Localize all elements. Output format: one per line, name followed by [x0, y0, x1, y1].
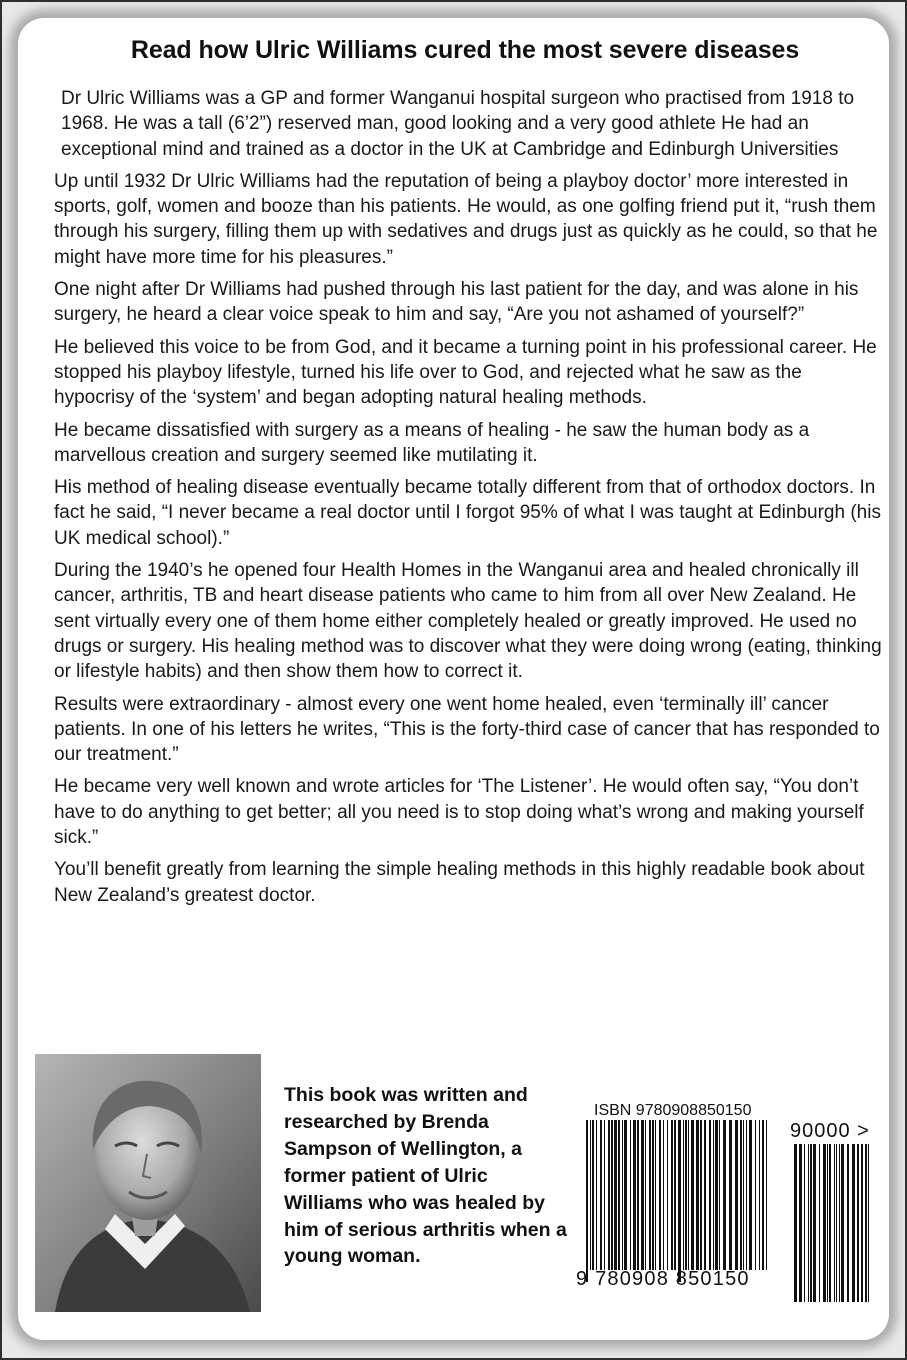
- paragraph-5: He became dissatisfied with surgery as a means of healing - he saw the human body as a marvellous creation and surgery seemed like mutilating it.: [54, 419, 810, 466]
- barcode-bar: [834, 1144, 835, 1302]
- barcode-bar: [608, 1120, 610, 1270]
- barcode-bar: [659, 1120, 661, 1270]
- paragraph-3: One night after Dr Williams had pushed through his last patient for the day, and was alone in his surgery, he heard a clear voice speak to him and say, “Are you not ashamed of yourself?”: [54, 279, 859, 326]
- barcode-bar: [841, 1144, 844, 1302]
- isbn-label: ISBN 9780908850150: [594, 1102, 752, 1119]
- barcode-bar: [794, 1144, 797, 1302]
- barcode-bar: [865, 1144, 867, 1302]
- barcode-bar: [618, 1120, 620, 1270]
- barcode-bar: [839, 1144, 840, 1302]
- barcode-bar: [852, 1144, 855, 1302]
- paragraph-9: He became very well known and wrote articles for ‘The Listener’. He would often say, “You don’t have to do anything to get better; all you need is to stop doing what’s wrong and making yourself sick.”: [54, 776, 864, 849]
- barcode-bar: [667, 1120, 668, 1270]
- barcode-bar: [674, 1120, 676, 1270]
- paragraph-2: Up until 1932 Dr Ulric Williams had the reputation of being a playboy doctor’ more interested in sports, golf, women and booze than his patients. He would, as one golfing friend put it, “rush them through his surgery, filling them up with sedatives and drugs just as quickly as he could, so that he might have more time for his pleasures.”: [54, 170, 878, 268]
- paragraph-8: Results were extraordinary - almost every one went home healed, even ‘terminally ill’ cancer patients. In one of his letters he writes, “This is the forty-third case of cancer that has responded to our treatment.”: [54, 693, 880, 766]
- barcode-bar: [719, 1120, 720, 1270]
- barcode-bar: [614, 1120, 617, 1270]
- barcode-bar: [622, 1120, 623, 1270]
- ean-digits: 9 780908 850150: [576, 1268, 750, 1290]
- barcode-bar: [652, 1120, 654, 1270]
- barcode-bar: [735, 1120, 738, 1270]
- barcode-bar: [810, 1144, 812, 1302]
- barcode-bar: [715, 1120, 718, 1270]
- barcode-bar: [633, 1120, 636, 1270]
- barcode-bar: [678, 1120, 681, 1282]
- barcode-bar: [819, 1144, 820, 1302]
- barcode-bar: [746, 1120, 747, 1270]
- barcode-bar: [808, 1144, 809, 1302]
- barcode-bar: [823, 1144, 826, 1302]
- barcode-bar: [709, 1120, 711, 1270]
- barcode-bar: [663, 1120, 664, 1270]
- barcode-bar: [799, 1144, 802, 1302]
- author-bio: This book was written and researched by Brenda Sampson of Wellington, a former patient of Ulric Williams who was healed by him of serious arthritis when a young woman.: [284, 1084, 567, 1268]
- barcode-bar: [624, 1120, 627, 1270]
- barcode-bar: [857, 1144, 859, 1302]
- barcode-bar: [762, 1120, 764, 1270]
- barcode-bar: [755, 1120, 756, 1270]
- barcode-bar: [645, 1120, 646, 1270]
- barcode-bar: [847, 1144, 849, 1302]
- barcode-bar: [740, 1120, 742, 1270]
- barcode-bar: [827, 1144, 828, 1302]
- barcode-bar: [743, 1120, 744, 1270]
- barcode-bar: [723, 1120, 726, 1270]
- barcode-bar: [829, 1144, 831, 1302]
- blurb-text: [54, 86, 884, 915]
- barcode-bar: [592, 1120, 594, 1270]
- barcode-bar: [729, 1120, 732, 1270]
- barcode-bar: [836, 1144, 837, 1302]
- barcode-bar: [685, 1120, 687, 1270]
- barcode-bar: [759, 1120, 760, 1270]
- barcode-bar: [611, 1120, 613, 1270]
- barcode-bar: [649, 1120, 651, 1270]
- barcode-bar: [813, 1144, 816, 1302]
- paragraph-4: He believed this voice to be from God, and it became a turning point in his professional career. He stopped his playboy lifestyle, turned his life over to God, and rejected what he saw as the hypocrisy of the ‘system’ and began adopting natural healing methods.: [54, 336, 877, 409]
- barcode-bar: [671, 1120, 673, 1270]
- barcode-bar: [600, 1120, 602, 1270]
- barcode-bar: [641, 1120, 644, 1270]
- barcode-bar: [868, 1144, 869, 1302]
- barcode-bar: [655, 1120, 656, 1270]
- barcode-bar: [590, 1120, 591, 1270]
- barcode-bar: [630, 1120, 631, 1270]
- barcode-bar: [749, 1120, 752, 1270]
- barcode-bar: [861, 1144, 863, 1302]
- barcode-bar: [704, 1120, 706, 1270]
- barcode: [576, 1098, 886, 1298]
- paragraph-1: Dr Ulric Williams was a GP and former Wanganui hospital surgeon who practised from 1918 to 1968. He was a tall (6’2”) reserved man, good looking and a very good athlete He had an exceptional mind and trained as a doctor in the UK at Cambridge and Edinburgh Universities: [61, 88, 855, 160]
- addon-barcode-bars: [794, 1144, 878, 1302]
- barcode-bar: [604, 1120, 605, 1270]
- paragraph-10: You’ll benefit greatly from learning the simple healing methods in this highly readable book about New Zealand’s greatest doctor.: [54, 859, 865, 906]
- author-photo: [35, 1054, 261, 1312]
- barcode-bar: [713, 1120, 714, 1270]
- barcode-bar: [766, 1120, 767, 1270]
- barcode-bar: [586, 1120, 588, 1282]
- paragraph-6: His method of healing disease eventually became totally different from that of orthodox doctors. In fact he said, “I never became a real doctor until I forgot 95% of what I was taught at Edinburgh (his UK medical school).”: [54, 477, 881, 549]
- barcode-bar: [637, 1120, 639, 1270]
- barcode-bar: [691, 1120, 694, 1270]
- barcode-bar: [688, 1120, 689, 1270]
- barcode-bar: [804, 1144, 805, 1302]
- addon-digits: 90000 >: [790, 1120, 870, 1142]
- headline: Read how Ulric Williams cured the most severe diseases: [130, 36, 800, 64]
- barcode-bar: [596, 1120, 597, 1270]
- barcode-bar: [696, 1120, 699, 1270]
- paragraph-7: During the 1940’s he opened four Health Homes in the Wanganui area and healed chronically ill cancer, arthritis, TB and heart disease patients who came to him from all over New Zealand. He sent virtually every one of them home either completely healed or greatly improved. He used no drugs or surgery. His healing method was to discover what they were doing wrong (eating, thinking or lifestyle habits) and then show them how to correct it.: [54, 560, 882, 683]
- portrait-illustration: [35, 1054, 261, 1312]
- barcode-bar: [700, 1120, 702, 1270]
- barcode-bar: [683, 1120, 684, 1270]
